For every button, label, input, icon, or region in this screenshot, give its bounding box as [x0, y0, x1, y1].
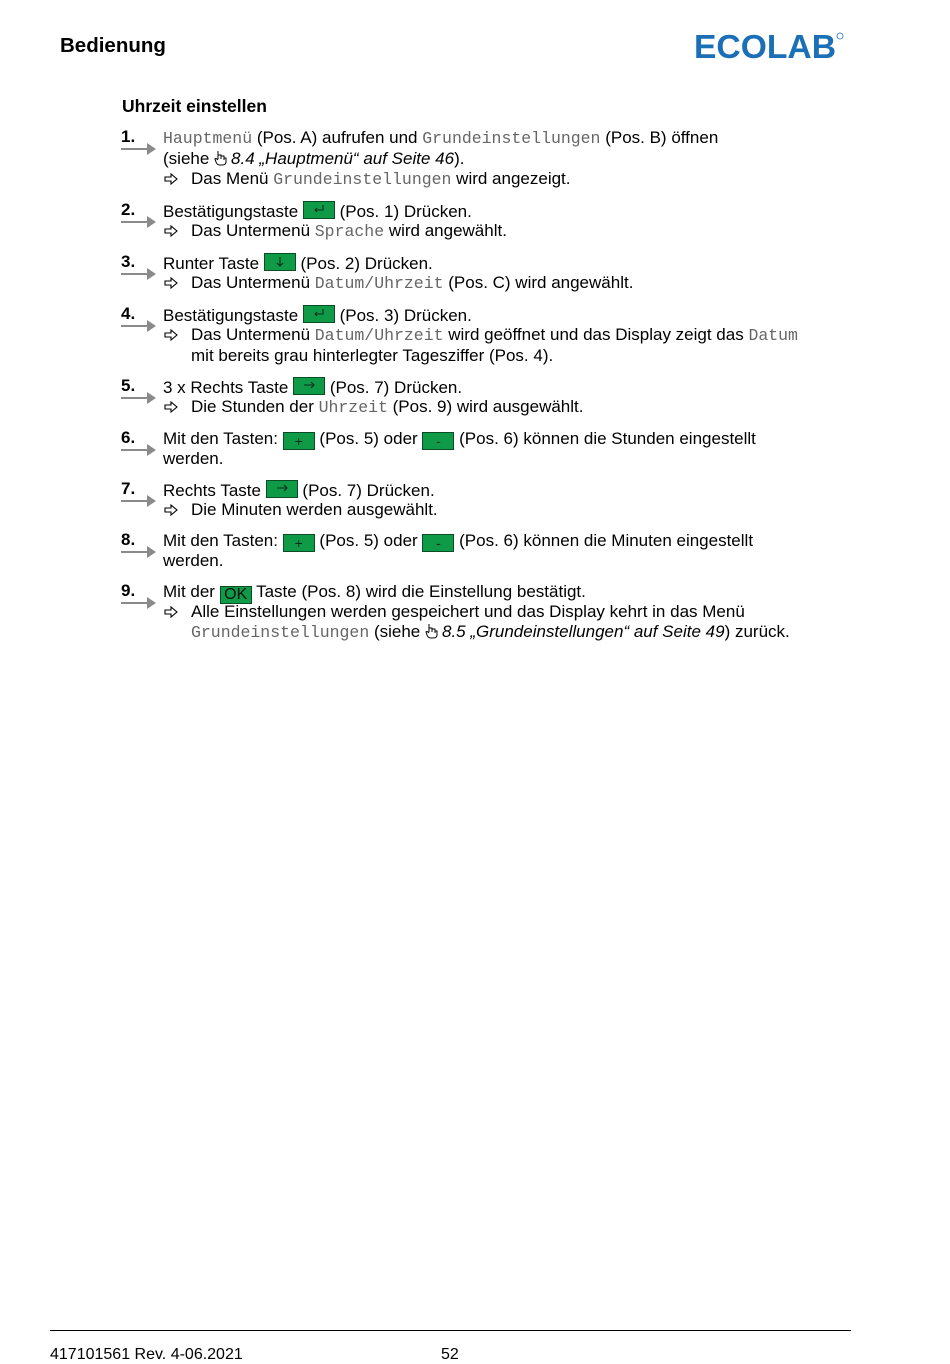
result-arrow-icon: [164, 225, 178, 237]
step-number: 4.: [121, 305, 157, 329]
step-instruction: 3 x Rechts Taste (Pos. 7) Drücken.: [163, 378, 463, 397]
step-instruction: Mit den Tasten: + (Pos. 5) oder - (Pos. 6) können die Minuten eingestellt: [163, 531, 754, 551]
plus-key: +: [283, 534, 315, 552]
step-result: Das Untermenü Datum/Uhrzeit wird geöffnet und das Display zeigt das Datum: [191, 325, 798, 345]
step-number: 2.: [121, 201, 157, 225]
footer-doc-number: 417101561 Rev. 4-06.2021: [50, 1346, 243, 1363]
step-result: mit bereits grau hinterlegter Tagesziffer (Pos. 4).: [191, 346, 554, 365]
ok-key: OK: [220, 586, 252, 604]
plus-key: +: [283, 432, 315, 450]
result-arrow-icon: [164, 277, 178, 289]
cross-reference-link[interactable]: 8.4 „Hauptmenü“ auf Seite 46: [231, 149, 455, 168]
step-instruction: werden.: [163, 449, 224, 468]
xref-hand-icon: [214, 150, 228, 166]
minus-key: -: [422, 432, 454, 450]
right-arrow-key-icon: [266, 480, 298, 498]
result-arrow-icon: [164, 329, 178, 341]
result-arrow-icon: [164, 401, 178, 413]
down-arrow-key-icon: [264, 253, 296, 271]
svg-text:ECOLAB: ECOLAB: [694, 30, 836, 62]
right-arrow-key-icon: [293, 377, 325, 395]
step-number: 8.: [121, 531, 157, 555]
menu-name: Sprache: [314, 222, 385, 241]
menu-name: Uhrzeit: [318, 398, 388, 417]
step-arrow-icon: [147, 216, 156, 228]
step-instruction: Mit den Tasten: + (Pos. 5) oder - (Pos. 6) können die Stunden eingestellt: [163, 429, 756, 449]
step-arrow-icon: [147, 546, 156, 558]
step-instruction: Bestätigungstaste (Pos. 3) Drücken.: [163, 306, 472, 325]
menu-name: Datum: [748, 326, 798, 345]
result-arrow-icon: [164, 173, 178, 185]
ecolab-logo: [694, 30, 844, 62]
menu-name: Datum/Uhrzeit: [314, 326, 444, 345]
step-number: 9.: [121, 582, 157, 606]
step-arrow-icon: [147, 143, 156, 155]
step-arrow-icon: [147, 597, 156, 609]
step-arrow-icon: [147, 392, 156, 404]
step-number: 6.: [121, 429, 157, 453]
minus-key: -: [422, 534, 454, 552]
step-instruction: werden.: [163, 551, 224, 570]
xref-hand-icon: [425, 623, 439, 639]
step-instruction: Rechts Taste (Pos. 7) Drücken.: [163, 481, 435, 500]
menu-name: Datum/Uhrzeit: [314, 274, 444, 293]
step-arrow-icon: [147, 268, 156, 280]
enter-key-icon: [303, 305, 335, 323]
step-arrow-icon: [147, 495, 156, 507]
step-result: Das Menü Grundeinstellungen wird angezeigt.: [191, 169, 571, 189]
step-result: Die Stunden der Uhrzeit (Pos. 9) wird ausgewählt.: [191, 397, 584, 417]
enter-key-icon: [303, 201, 335, 219]
step-instruction: Mit der OK Taste (Pos. 8) wird die Einstellung bestätigt.: [163, 582, 586, 603]
footer-divider: [50, 1330, 851, 1331]
result-arrow-icon: [164, 606, 178, 618]
step-result: Grundeinstellungen (siehe 8.5 „Grundeinstellungen“ auf Seite 49) zurück.: [191, 622, 790, 642]
step-arrow-icon: [147, 320, 156, 332]
step-result: Das Untermenü Datum/Uhrzeit (Pos. C) wird angewählt.: [191, 273, 634, 293]
step-number: 3.: [121, 253, 157, 277]
step-result: Alle Einstellungen werden gespeichert und das Display kehrt in das Menü: [191, 602, 745, 621]
step-instruction: Runter Taste (Pos. 2) Drücken.: [163, 254, 433, 273]
menu-name: Grundeinstellungen: [191, 623, 370, 642]
footer-page-number: 52: [441, 1346, 459, 1363]
step-number: 7.: [121, 480, 157, 504]
menu-name: Hauptmenü: [163, 129, 253, 148]
step-number: 1.: [121, 128, 157, 152]
step-result: Die Minuten werden ausgewählt.: [191, 500, 438, 519]
menu-name: Grundeinstellungen: [422, 129, 601, 148]
menu-name: Grundeinstellungen: [273, 170, 452, 189]
cross-reference-link[interactable]: 8.5 „Grundeinstellungen“ auf Seite 49: [441, 622, 725, 641]
step-result: Das Untermenü Sprache wird angewählt.: [191, 221, 507, 241]
section-title: Uhrzeit einstellen: [122, 96, 267, 116]
step-instruction: Bestätigungstaste (Pos. 1) Drücken.: [163, 202, 472, 221]
result-arrow-icon: [164, 504, 178, 516]
step-number: 5.: [121, 377, 157, 401]
step-instruction: (siehe 8.4 „Hauptmenü“ auf Seite 46).: [163, 149, 465, 168]
step-instruction: Hauptmenü (Pos. A) aufrufen und Grundeinstellungen (Pos. B) öffnen: [163, 128, 719, 148]
step-arrow-icon: [147, 444, 156, 456]
page-header-title: Bedienung: [60, 34, 166, 57]
